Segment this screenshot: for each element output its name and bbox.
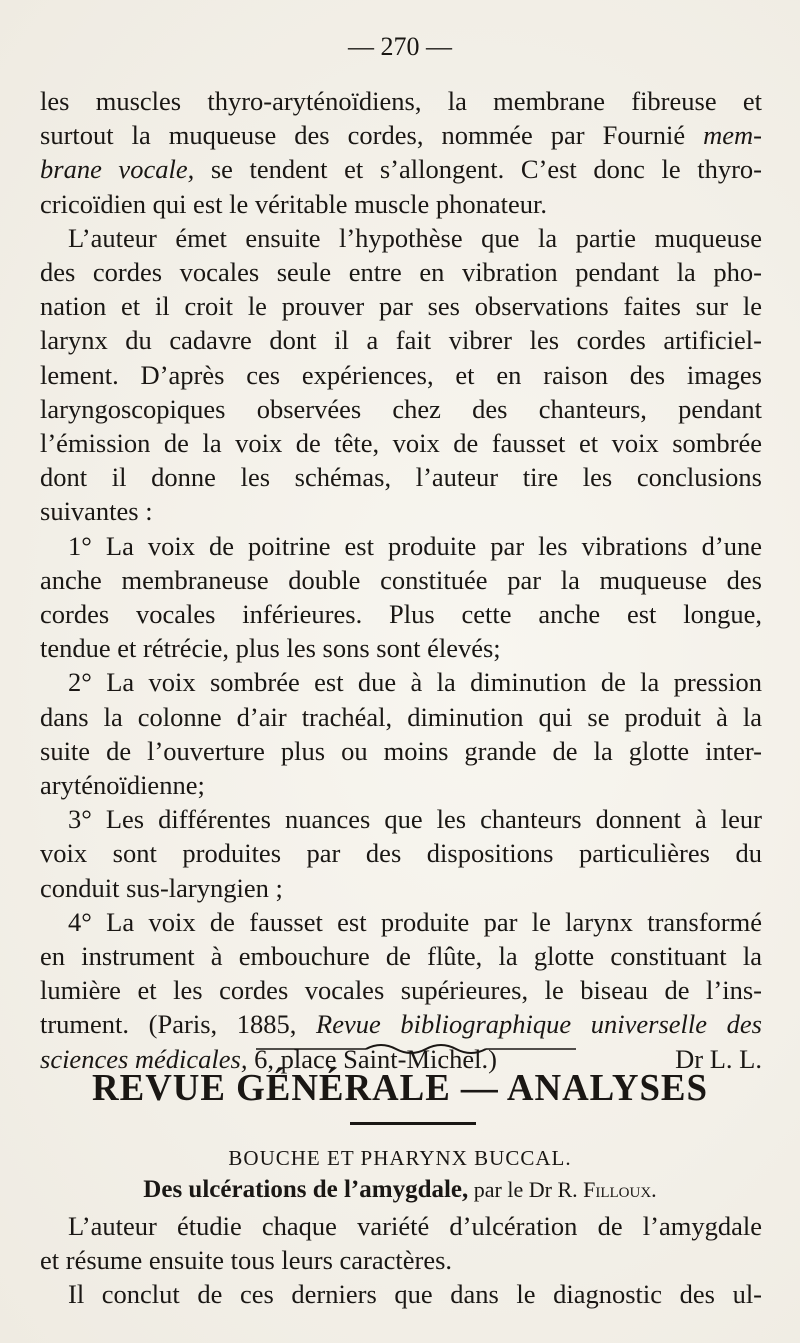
- text-line: lumière et les cordes vocales supérieures, le biseau de l’ins-: [40, 975, 762, 1006]
- text-line: cordes vocales inférieures. Plus cette anche est longue,: [40, 599, 762, 630]
- subsection-title: BOUCHE ET PHARYNX BUCCAL.: [228, 1146, 572, 1170]
- ornamental-rule: [256, 1037, 576, 1061]
- title-rule: [350, 1122, 476, 1125]
- text-line: L’auteur émet ensuite l’hypothèse que la partie muqueuse: [68, 222, 762, 253]
- text-line: anche membraneuse double constituée par la muqueuse des: [40, 564, 762, 595]
- text-line: 3° Les différentes nuances que les chanteurs donnent à leur: [68, 804, 762, 835]
- text-segment: 6, place Saint-Michel.): [247, 1043, 497, 1074]
- article-title: Des ulcérations de l’amygdale,: [143, 1176, 469, 1203]
- text-line: en instrument à embouchure de flûte, la glotte constituant la: [40, 941, 762, 972]
- conclusion-2: [40, 665, 762, 802]
- text-line: [40, 118, 762, 152]
- text-line: suite de l’ouverture plus ou moins grande de la glotte inter-: [40, 735, 762, 766]
- text-segment: trument. (Paris, 1885,: [40, 1009, 317, 1040]
- text-line: voix sont produites par des dispositions particulières du: [40, 838, 762, 869]
- text-line: l’émission de la voix de tête, voix de fausset et voix sombrée: [40, 428, 762, 459]
- text-line: dans la colonne d’air trachéal, diminution qui se produit à la: [40, 701, 762, 732]
- text-line: cricoïdien qui est le véritable muscle phonateur.: [40, 188, 548, 219]
- text-line: L’auteur étudie chaque variété d’ulcération de l’amygdale: [68, 1211, 762, 1241]
- text-segment: surtout la muqueuse des cordes, nommée par Fournié: [40, 120, 704, 151]
- text-line: et résume ensuite tous leurs caractères.: [40, 1245, 453, 1276]
- text-line: [40, 152, 762, 186]
- text-line: suivantes :: [40, 496, 153, 527]
- article-body: [40, 1209, 762, 1312]
- text-line: 2° La voix sombrée est due à la diminution de la pression: [68, 667, 762, 698]
- journal-title: sciences médicales,: [40, 1043, 248, 1074]
- signature: Dr L. L.: [675, 1043, 762, 1074]
- article-byline: par le Dr R.: [468, 1177, 584, 1202]
- text-line: dont il donne les schémas, l’auteur tire les conclusions: [40, 462, 762, 493]
- text-line: conduit sus-laryngien ;: [40, 872, 283, 903]
- paragraph-2: [40, 221, 762, 529]
- page-number: — 270 —: [348, 32, 452, 61]
- text-line: nation et il croit le prouver par ses observations faites sur le: [40, 291, 762, 322]
- text-line: Il conclut de ces derniers que dans le diagnostic des ul-: [68, 1279, 762, 1310]
- article-author: Filloux.: [583, 1177, 657, 1202]
- body-text: [40, 84, 762, 1076]
- paragraph-1: [40, 84, 762, 221]
- text-line: les muscles thyro-aryténoïdiens, la membrane fibreuse et: [40, 86, 762, 116]
- text-line: des cordes vocales seule entre en vibration pendant la pho-: [40, 257, 762, 288]
- italic-term: brane vocale,: [40, 154, 195, 185]
- text-line: 4° La voix de fausset est produite par le larynx transformé: [68, 906, 762, 937]
- text-line: 1° La voix de poitrine est produite par les vibrations d’une: [68, 530, 762, 561]
- text-segment: se tendent et s’allongent. C’est donc le thyro-: [194, 154, 762, 185]
- italic-term: mem-: [703, 120, 762, 151]
- journal-title: Revue bibliographique universelle des: [316, 1009, 762, 1040]
- text-line: laryngoscopiques observées chez des chanteurs, pendant: [40, 393, 762, 424]
- conclusion-1: [40, 529, 762, 666]
- section-title: REVUE GÉNÉRALE — ANALYSES: [92, 1067, 708, 1109]
- article-heading: [0, 1176, 800, 1204]
- text-line: larynx du cadavre dont il a fait vibrer les cordes artificiel-: [40, 325, 762, 356]
- conclusion-3: [40, 802, 762, 905]
- text-line: tendue et rétrécie, plus les sons sont élevés;: [40, 633, 501, 664]
- text-line: aryténoïdienne;: [40, 770, 205, 801]
- text-line: lement. D’après ces expériences, et en raison des images: [40, 359, 762, 390]
